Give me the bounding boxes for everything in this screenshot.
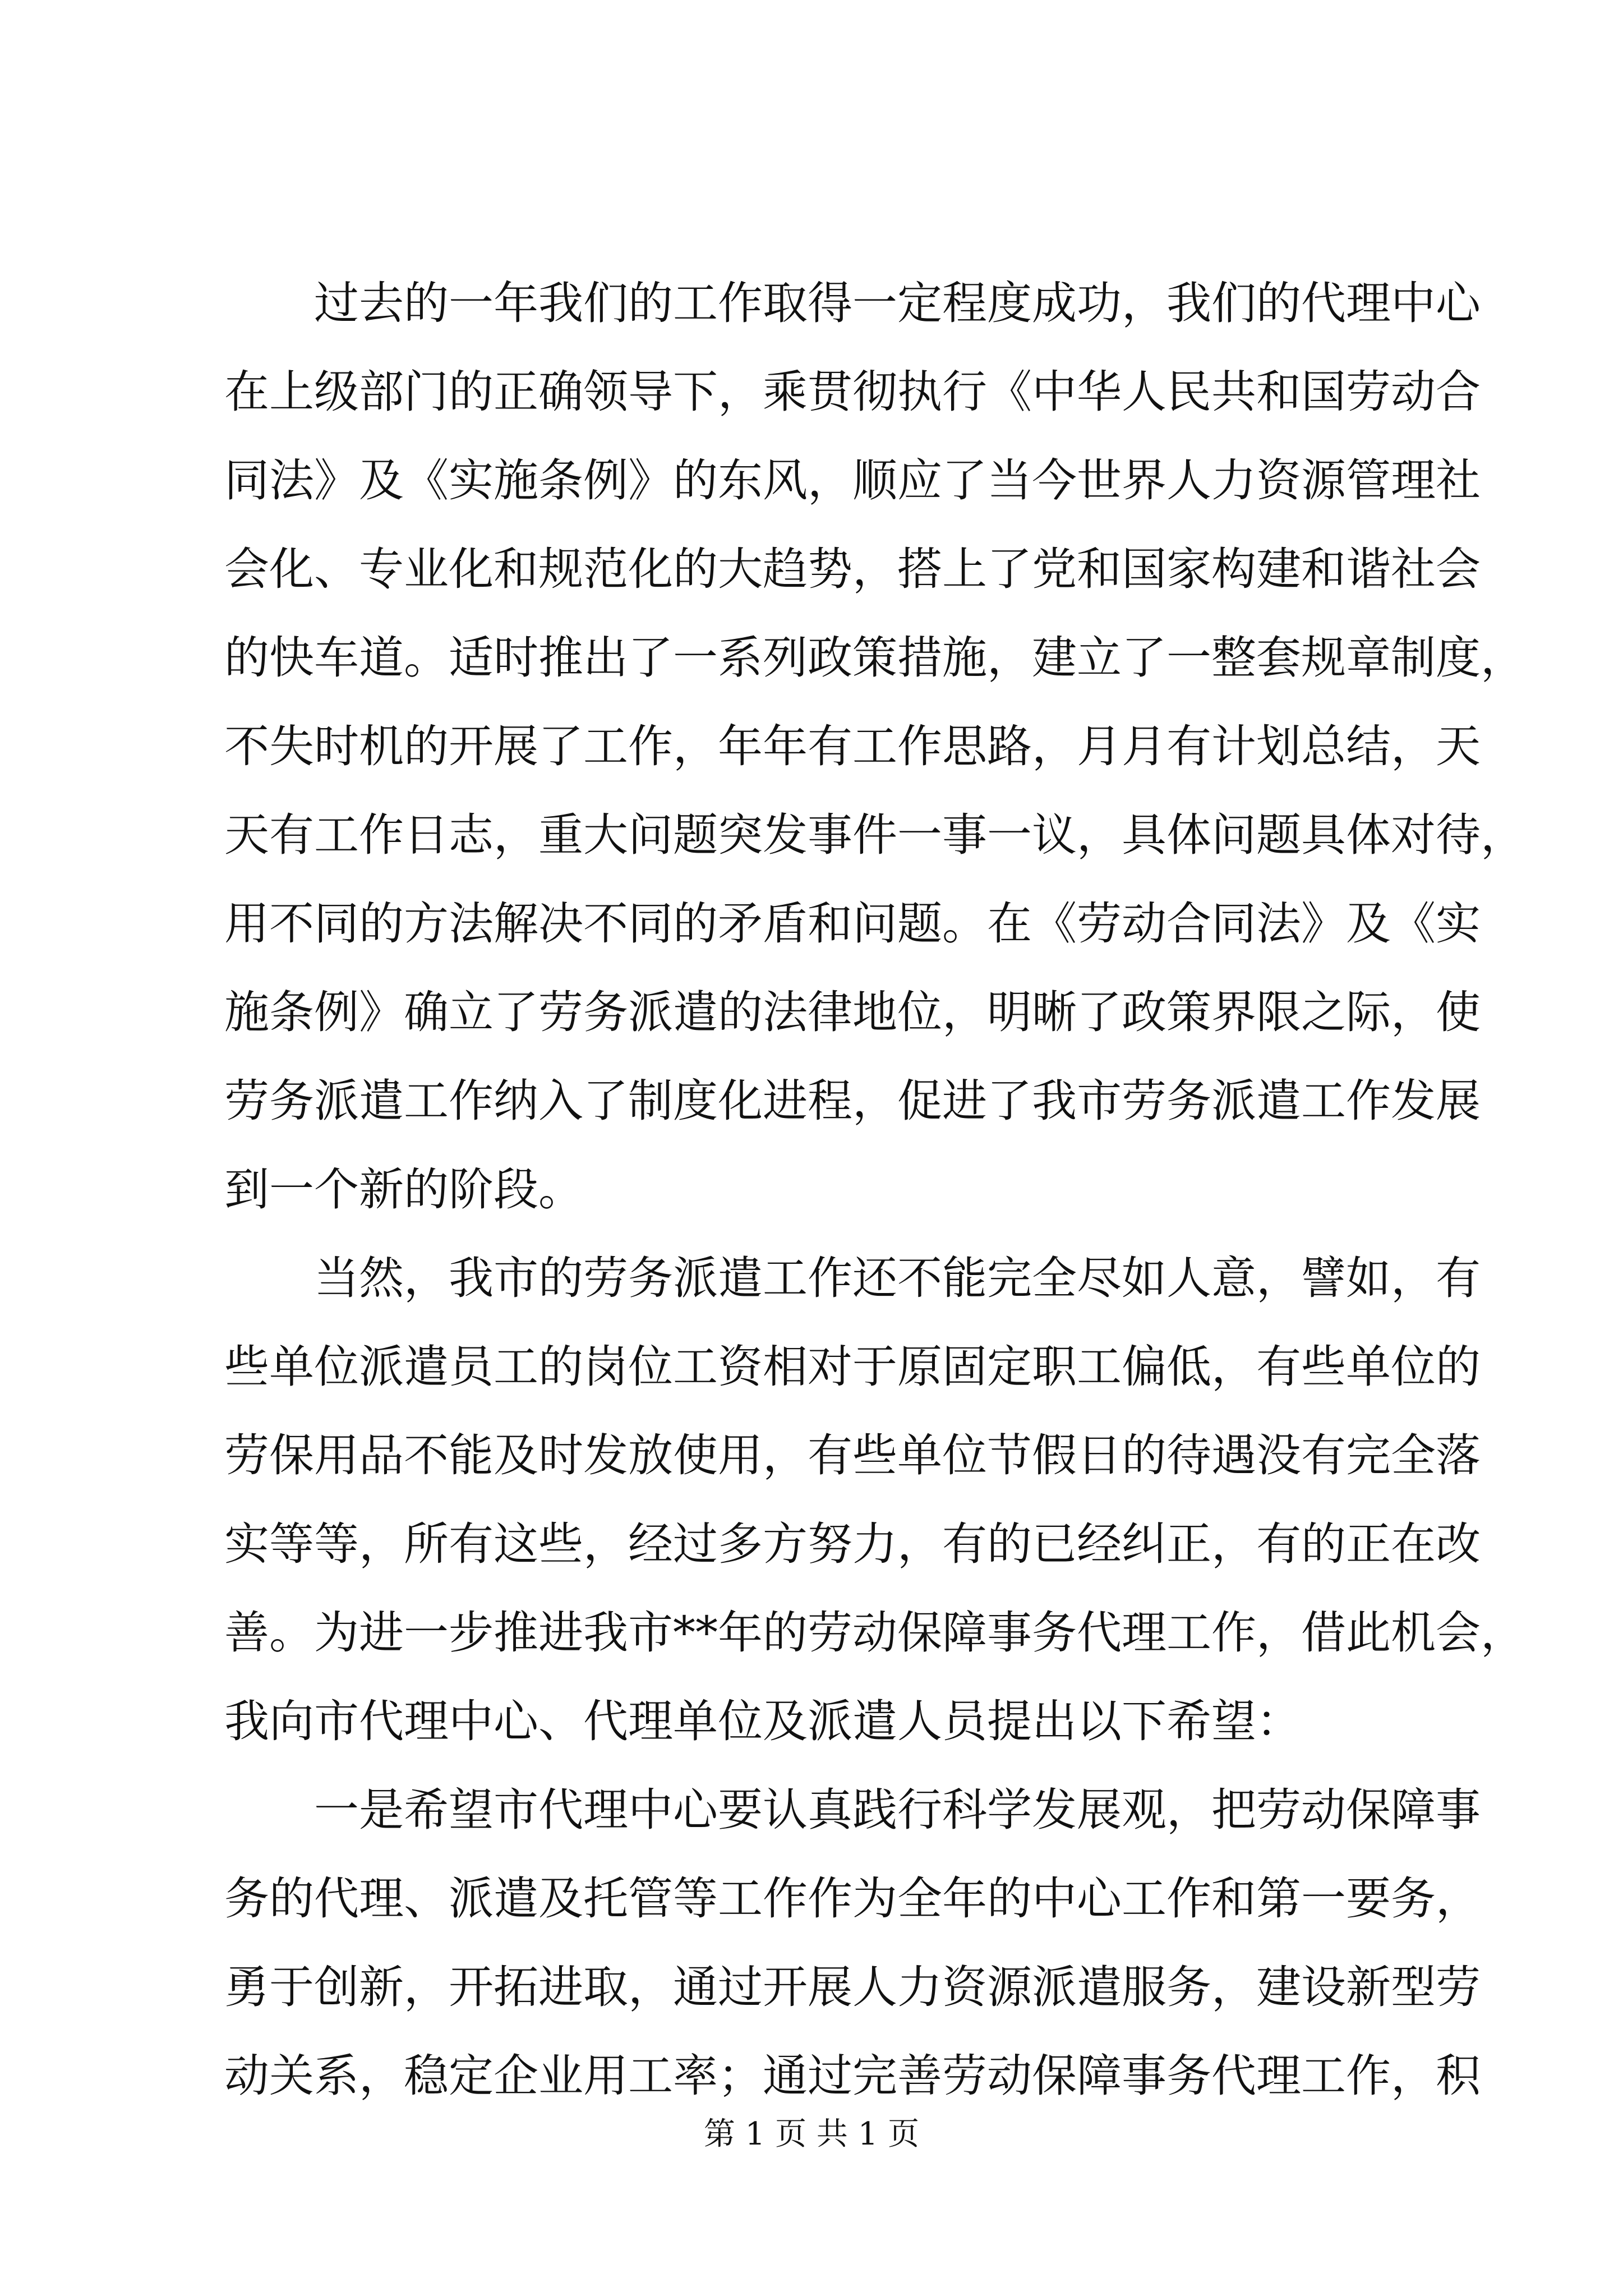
text-line: 实等等，所有这些，经过多方努力，有的已经纠正，有的正在改 <box>224 1518 1481 1570</box>
text-line: 些单位派遣员工的岗位工资相对于原固定职工偏低，有些单位的 <box>224 1341 1481 1393</box>
text-line: 过去的一年我们的工作取得一定程度成功，我们的代理中心 <box>314 277 1481 329</box>
text-line: 善。为进一步推进我市**年的劳动保障事务代理工作，借此机会， <box>224 1607 1525 1659</box>
text-line: 动关系，稳定企业用工率；通过完善劳动保障事务代理工作，积 <box>224 2050 1481 2102</box>
text-line: 劳务派遣工作纳入了制度化进程，促进了我市劳务派遣工作发展 <box>224 1075 1481 1127</box>
text-line: 不失时机的开展了工作，年年有工作思路，月月有计划总结，天 <box>224 720 1481 772</box>
text-line: 当然，我市的劳务派遣工作还不能完全尽如人意，譬如，有 <box>314 1252 1481 1304</box>
page-footer <box>0 2112 1623 2157</box>
text-line: 的快车道。适时推出了一系列政策措施，建立了一整套规章制度， <box>224 632 1525 684</box>
text-line: 用不同的方法解决不同的矛盾和问题。在《劳动合同法》及《实 <box>224 898 1481 950</box>
paragraph-1 <box>224 259 1525 1234</box>
page-number-label: 第 1 页 共 1 页 <box>703 2116 920 2152</box>
text-line: 天有工作日志，重大问题突发事件一事一议，具体问题具体对待， <box>224 809 1525 861</box>
text-line: 我向市代理中心、代理单位及派遣人员提出以下希望： <box>224 1695 1301 1747</box>
text-line: 务的代理、派遣及托管等工作作为全年的中心工作和第一要务， <box>224 1872 1481 1925</box>
text-line: 同法》及《实施条例》的东风，顺应了当今世界人力资源管理社 <box>224 454 1481 507</box>
text-line: 一是希望市代理中心要认真践行科学发展观，把劳动保障事 <box>314 1784 1481 1836</box>
paragraph-3 <box>224 1766 1481 2120</box>
paragraph-2 <box>224 1234 1525 1766</box>
text-line: 会化、专业化和规范化的大趋势，搭上了党和国家构建和谐社会 <box>224 543 1481 595</box>
text-line: 施条例》确立了劳务派遣的法律地位，明晰了政策界限之际，使 <box>224 986 1481 1038</box>
text-line: 劳保用品不能及时发放使用，有些单位节假日的待遇没有完全落 <box>224 1429 1481 1481</box>
text-line: 在上级部门的正确领导下，乘贯彻执行《中华人民共和国劳动合 <box>224 366 1481 418</box>
text-line: 到一个新的阶段。 <box>224 1163 583 1216</box>
text-line: 勇于创新，开拓进取，通过开展人力资源派遣服务，建设新型劳 <box>224 1961 1481 2013</box>
document-body <box>224 259 1525 2120</box>
